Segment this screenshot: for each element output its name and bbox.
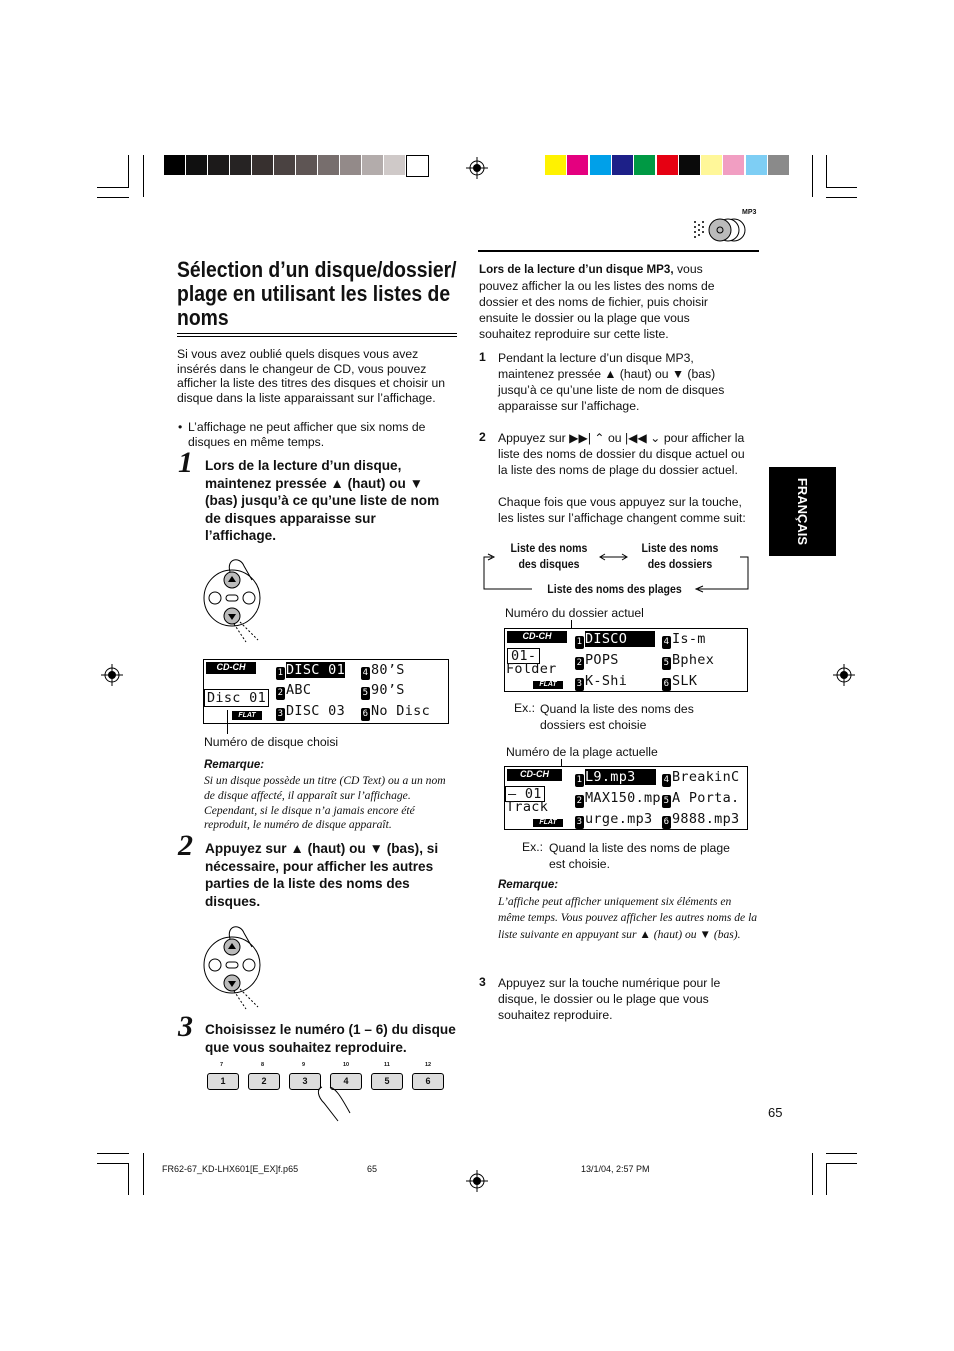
color-swatch bbox=[230, 155, 251, 175]
step-number: 2 bbox=[178, 829, 193, 862]
color-swatch bbox=[406, 155, 429, 177]
eq-label: FLAT bbox=[533, 819, 563, 827]
crop-mark bbox=[97, 197, 129, 198]
language-label: FRANÇAIS bbox=[795, 477, 811, 546]
step-number: 1 bbox=[479, 350, 486, 364]
number-button-3[interactable]: 3 bbox=[289, 1073, 321, 1090]
eq-label: FLAT bbox=[232, 711, 262, 720]
remark-text: Si un disque possède un titre (CD Text) ou a un nom de disque affecté, il apparaît sur l’affichage. Cependant, si le disque n’a jamais encore été reproduit, le numéro de disque apparaît. bbox=[204, 774, 446, 832]
step-1-text: Lors de la lecture d’un disque, maintenez pressée ▲ (haut) ou ▼ (bas) jusqu’à ce qu’une liste de nom de disques apparaisse sur l’affichage. bbox=[205, 458, 440, 544]
folder-caption: Numéro du dossier actuel bbox=[505, 606, 644, 620]
display-track-list bbox=[504, 766, 748, 830]
number-button-2[interactable]: 2 bbox=[248, 1073, 280, 1090]
list-item: 5 Bphex bbox=[663, 652, 715, 668]
list-item: 6 No Disc bbox=[362, 703, 430, 719]
bullet-marker: • bbox=[178, 420, 183, 434]
mp3-step-1-text: Pendant la lecture d’un disque MP3, maintenez pressée ▲ (haut) ou ▼ (bas) jusqu’à ce qu’une liste de nom de disques apparaisse sur l’affichage. bbox=[498, 351, 725, 413]
crop-mark bbox=[97, 187, 129, 188]
control-pad-illustration bbox=[200, 917, 270, 1012]
page-title: Sélection d’un disque/dossier/ plage en utilisant les listes de noms bbox=[177, 257, 457, 330]
list-item: 5 A Porta. bbox=[663, 790, 740, 806]
step-2-text: Appuyez sur ▲ (haut) ou ▼ (bas), si nécessaire, pour afficher les autres parties de la liste des noms des disques. bbox=[205, 841, 439, 909]
diagram-track-list: Liste des noms des plages bbox=[547, 582, 682, 596]
registration-mark-icon bbox=[833, 664, 855, 686]
crop-mark bbox=[826, 1153, 857, 1154]
intro-paragraph: Si vous avez oublié quels disques vous avez insérés dans le changeur de CD, vous pouvez afficher la liste des titres des disques et choisir un disque dans la liste apparaissant sur l’affichage. bbox=[177, 347, 446, 405]
color-swatch bbox=[274, 155, 295, 175]
crop-mark bbox=[128, 1163, 129, 1195]
list-item: 3 K-Shi bbox=[576, 673, 628, 689]
color-swatch bbox=[590, 155, 611, 175]
button-secondary-label: 8 bbox=[261, 1062, 265, 1068]
button-secondary-label: 7 bbox=[220, 1062, 224, 1068]
button-secondary-label: 9 bbox=[302, 1062, 306, 1068]
step-number: 1 bbox=[178, 446, 193, 479]
title-rule bbox=[177, 333, 457, 334]
step-3-text: Choisissez le numéro (1 – 6) du disque que vous souhaitez reproduire. bbox=[205, 1022, 456, 1055]
crop-mark bbox=[128, 155, 129, 187]
page-number: 65 bbox=[768, 1105, 783, 1120]
crop-mark bbox=[826, 1163, 827, 1195]
color-swatch bbox=[768, 155, 789, 175]
color-swatch bbox=[208, 155, 229, 175]
list-item: 1 DISC 01 bbox=[277, 662, 345, 678]
current-track-number: – 01 bbox=[505, 786, 545, 802]
mp3-disc-icon bbox=[690, 208, 760, 244]
step-number: 3 bbox=[479, 975, 486, 989]
cycle-arrows bbox=[480, 545, 755, 595]
color-swatch bbox=[186, 155, 207, 175]
footer-page: 65 bbox=[367, 1164, 378, 1174]
cd-ch-badge: CD-CH bbox=[507, 769, 562, 781]
list-item: 6 SLK bbox=[663, 673, 698, 689]
list-item: 5 90’S bbox=[362, 682, 405, 698]
remark-title: Remarque: bbox=[204, 759, 265, 771]
mp3-intro: Lors de la lecture d’un disque MP3, vous pouvez afficher la ou les listes des noms de dossier et des noms de fichier, puis choisir ensuite le dossier ou la plage que vous souhaitez reproduire sur cette liste. bbox=[479, 262, 715, 341]
registration-mark-icon bbox=[466, 157, 488, 179]
section-rule bbox=[478, 250, 759, 252]
number-button-6[interactable]: 6 bbox=[412, 1073, 444, 1090]
color-swatch bbox=[746, 155, 767, 175]
remark-text: L’affiche peut afficher uniquement six éléments en même temps. Vous pouvez afficher les autres noms de la liste suivante en appuyant sur ▲ (haut) ou ▼ (bas). bbox=[498, 895, 758, 941]
button-secondary-label: 11 bbox=[384, 1062, 390, 1068]
folder-label: Folder bbox=[506, 661, 557, 677]
crop-mark bbox=[812, 155, 813, 197]
color-swatch bbox=[340, 155, 361, 175]
color-swatch bbox=[679, 155, 700, 175]
color-swatch bbox=[634, 155, 655, 175]
example-label: Ex.: bbox=[514, 701, 535, 715]
crop-mark bbox=[826, 197, 857, 198]
track-caption: Numéro de la plage actuelle bbox=[506, 745, 658, 759]
display-disc-list bbox=[203, 659, 449, 724]
current-folder-number: 01- bbox=[507, 648, 540, 664]
example-label: Ex.: bbox=[522, 840, 543, 854]
button-secondary-label: 12 bbox=[425, 1062, 432, 1068]
example-text: Quand la liste des noms de plage est choisie. bbox=[549, 841, 730, 871]
crop-mark bbox=[143, 1153, 144, 1195]
color-swatch bbox=[657, 155, 678, 175]
color-swatch bbox=[545, 155, 566, 175]
list-item: 2 MAX150.mp bbox=[576, 790, 661, 806]
footer-date: 13/1/04, 2:57 PM bbox=[581, 1164, 650, 1174]
control-pad-illustration bbox=[200, 550, 270, 645]
color-swatch bbox=[384, 155, 405, 175]
list-item: 4 Is-m bbox=[663, 631, 706, 647]
footer-filename: FR62-67_KD-LHX601[E_EX]f.p65 bbox=[162, 1164, 299, 1174]
step-number: 3 bbox=[178, 1010, 193, 1043]
list-item: 4 BreakinC bbox=[663, 769, 740, 785]
mp3-step-2-text2: Chaque fois que vous appuyez sur la touche, les listes sur l’affichage changent comme suit: bbox=[498, 495, 746, 525]
crop-mark bbox=[826, 155, 827, 187]
crop-mark bbox=[97, 1163, 129, 1164]
registration-mark-icon bbox=[101, 664, 123, 686]
color-swatch bbox=[612, 155, 633, 175]
crop-mark bbox=[143, 155, 144, 197]
remark-title: Remarque: bbox=[498, 879, 559, 891]
color-swatch bbox=[164, 155, 185, 175]
number-button-5[interactable]: 5 bbox=[371, 1073, 403, 1090]
finger-pointer-icon bbox=[310, 1083, 360, 1125]
display-folder-list bbox=[504, 628, 748, 692]
color-swatch bbox=[701, 155, 722, 175]
list-item: 3 urge.mp3 bbox=[576, 811, 653, 827]
list-item: 2 POPS bbox=[576, 652, 619, 668]
color-swatch bbox=[252, 155, 273, 175]
track-label: Track bbox=[506, 799, 549, 815]
diagram-folder-list: Liste des noms des dossiers bbox=[641, 541, 719, 571]
cd-ch-badge: CD-CH bbox=[206, 662, 256, 674]
crop-mark bbox=[826, 1163, 857, 1164]
list-item: 2 ABC bbox=[277, 682, 312, 698]
color-swatch bbox=[723, 155, 744, 175]
mp3-step-3-text: Appuyez sur la touche numérique pour le disque, le dossier ou le plage que vous souhaitez reproduire. bbox=[498, 976, 721, 1022]
button-secondary-label: 10 bbox=[343, 1062, 350, 1068]
title-rule bbox=[177, 336, 457, 337]
mp3-step-2-text: Appuyez sur ▶▶| ⌃ ou |◀◀ ⌄ pour afficher la liste des noms de dossier du disque actuel ou la liste des noms de plage du dossier actuel. bbox=[498, 431, 745, 477]
diagram-disc-list: Liste des noms des disques bbox=[510, 541, 588, 571]
current-disc-number: Disc 01 bbox=[204, 689, 269, 707]
list-item: 6 9888.mp3 bbox=[663, 811, 740, 827]
list-item: 3 DISC 03 bbox=[277, 703, 345, 719]
color-swatch bbox=[362, 155, 383, 175]
language-tab bbox=[769, 467, 836, 556]
example-text: Quand la liste des noms des dossiers est choisie bbox=[540, 702, 694, 732]
crop-mark bbox=[812, 1153, 813, 1195]
intro-bullet: L’affichage ne peut afficher que six noms de disques en même temps. bbox=[188, 420, 426, 449]
step-number: 2 bbox=[479, 430, 486, 444]
display-caption: Numéro de disque choisi bbox=[204, 735, 339, 749]
number-button-1[interactable]: 1 bbox=[207, 1073, 239, 1090]
registration-mark-icon bbox=[466, 1170, 488, 1192]
mp3-label: MP3 bbox=[742, 209, 757, 216]
callout-line bbox=[227, 710, 228, 734]
crop-mark bbox=[97, 1153, 129, 1154]
number-button-4[interactable]: 4 bbox=[330, 1073, 362, 1090]
crop-mark bbox=[826, 187, 857, 188]
list-item: 1 DISCO bbox=[575, 631, 655, 649]
eq-label: FLAT bbox=[533, 681, 563, 689]
list-item: 1 L9.mp3 bbox=[575, 769, 656, 787]
cd-ch-badge: CD-CH bbox=[507, 631, 567, 643]
list-item: 4 80’S bbox=[362, 662, 405, 678]
color-swatch bbox=[296, 155, 317, 175]
color-swatch bbox=[567, 155, 588, 175]
color-swatch bbox=[318, 155, 339, 175]
